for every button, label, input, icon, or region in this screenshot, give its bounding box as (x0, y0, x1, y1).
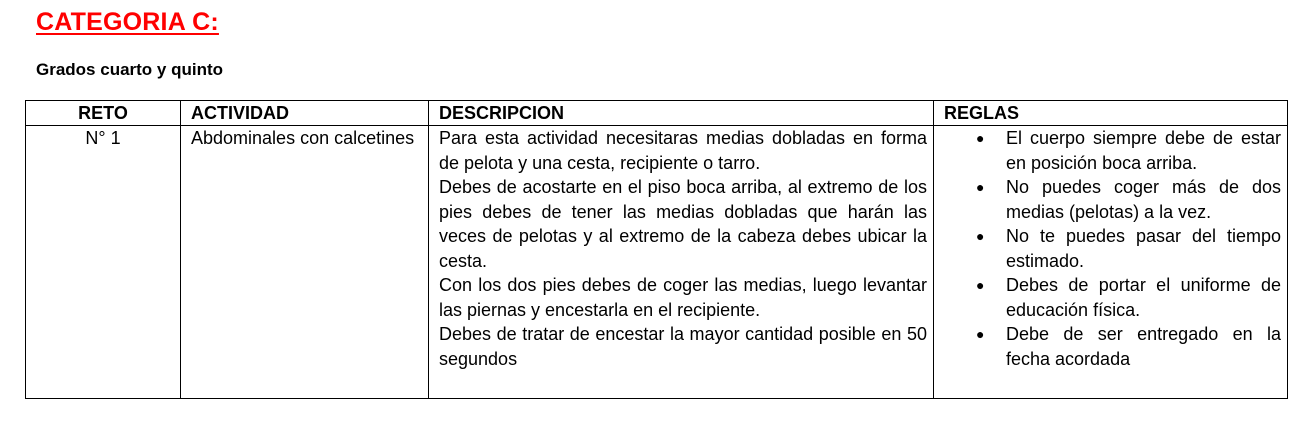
rule-text: No puedes coger más de dos medias (pelotas) a la vez. (1006, 177, 1281, 222)
list-item (944, 273, 1281, 322)
bullet-icon: ● (976, 277, 985, 293)
page-title: CATEGORIA C: (36, 8, 219, 36)
actividad-text: Abdominales con calcetines (191, 128, 415, 148)
cell-reglas (934, 126, 1288, 399)
rule-text: Debes de portar el uniforme de educación física. (1006, 275, 1281, 320)
reto-table (25, 100, 1288, 399)
list-item (944, 126, 1281, 175)
descripcion-paragraph: Debes de tratar de encestar la mayor cantidad posible en 50 segundos (439, 324, 927, 369)
bullet-icon: ● (976, 130, 985, 146)
list-item (944, 224, 1281, 273)
page-subtitle: Grados cuarto y quinto (36, 60, 224, 79)
rules-list (944, 126, 1281, 371)
list-item (944, 175, 1281, 224)
header-actividad: ACTIVIDAD (181, 101, 429, 126)
rule-text: Debe de ser entregado en la fecha acordada (1006, 324, 1281, 369)
table-row (26, 126, 1288, 399)
header-reto: RETO (26, 101, 181, 126)
list-item (944, 322, 1281, 371)
header-reglas: REGLAS (934, 101, 1288, 126)
descripcion-paragraph: Para esta actividad necesitaras medias dobladas en forma de pelota y una cesta, recipiente o tarro. (439, 128, 927, 173)
bullet-icon: ● (976, 326, 985, 342)
rule-text: El cuerpo siempre debe de estar en posición boca arriba. (1006, 128, 1281, 173)
descripcion-paragraph: Debes de acostarte en el piso boca arriba, al extremo de los pies debes de tener las medias dobladas que harán las veces de pelotas y al extremo de la cabeza debes ubicar la cesta. (439, 177, 927, 271)
table-header-row (26, 101, 1288, 126)
cell-descripcion (429, 126, 934, 399)
bullet-icon: ● (976, 179, 985, 195)
cell-actividad (181, 126, 429, 399)
header-descripcion: DESCRIPCION (429, 101, 934, 126)
rule-text: No te puedes pasar del tiempo estimado. (1006, 226, 1281, 271)
descripcion-paragraph: Con los dos pies debes de coger las medias, luego levantar las piernas y encestarla en el recipiente. (439, 275, 927, 320)
cell-reto: N° 1 (26, 126, 181, 399)
bullet-icon: ● (976, 228, 985, 244)
